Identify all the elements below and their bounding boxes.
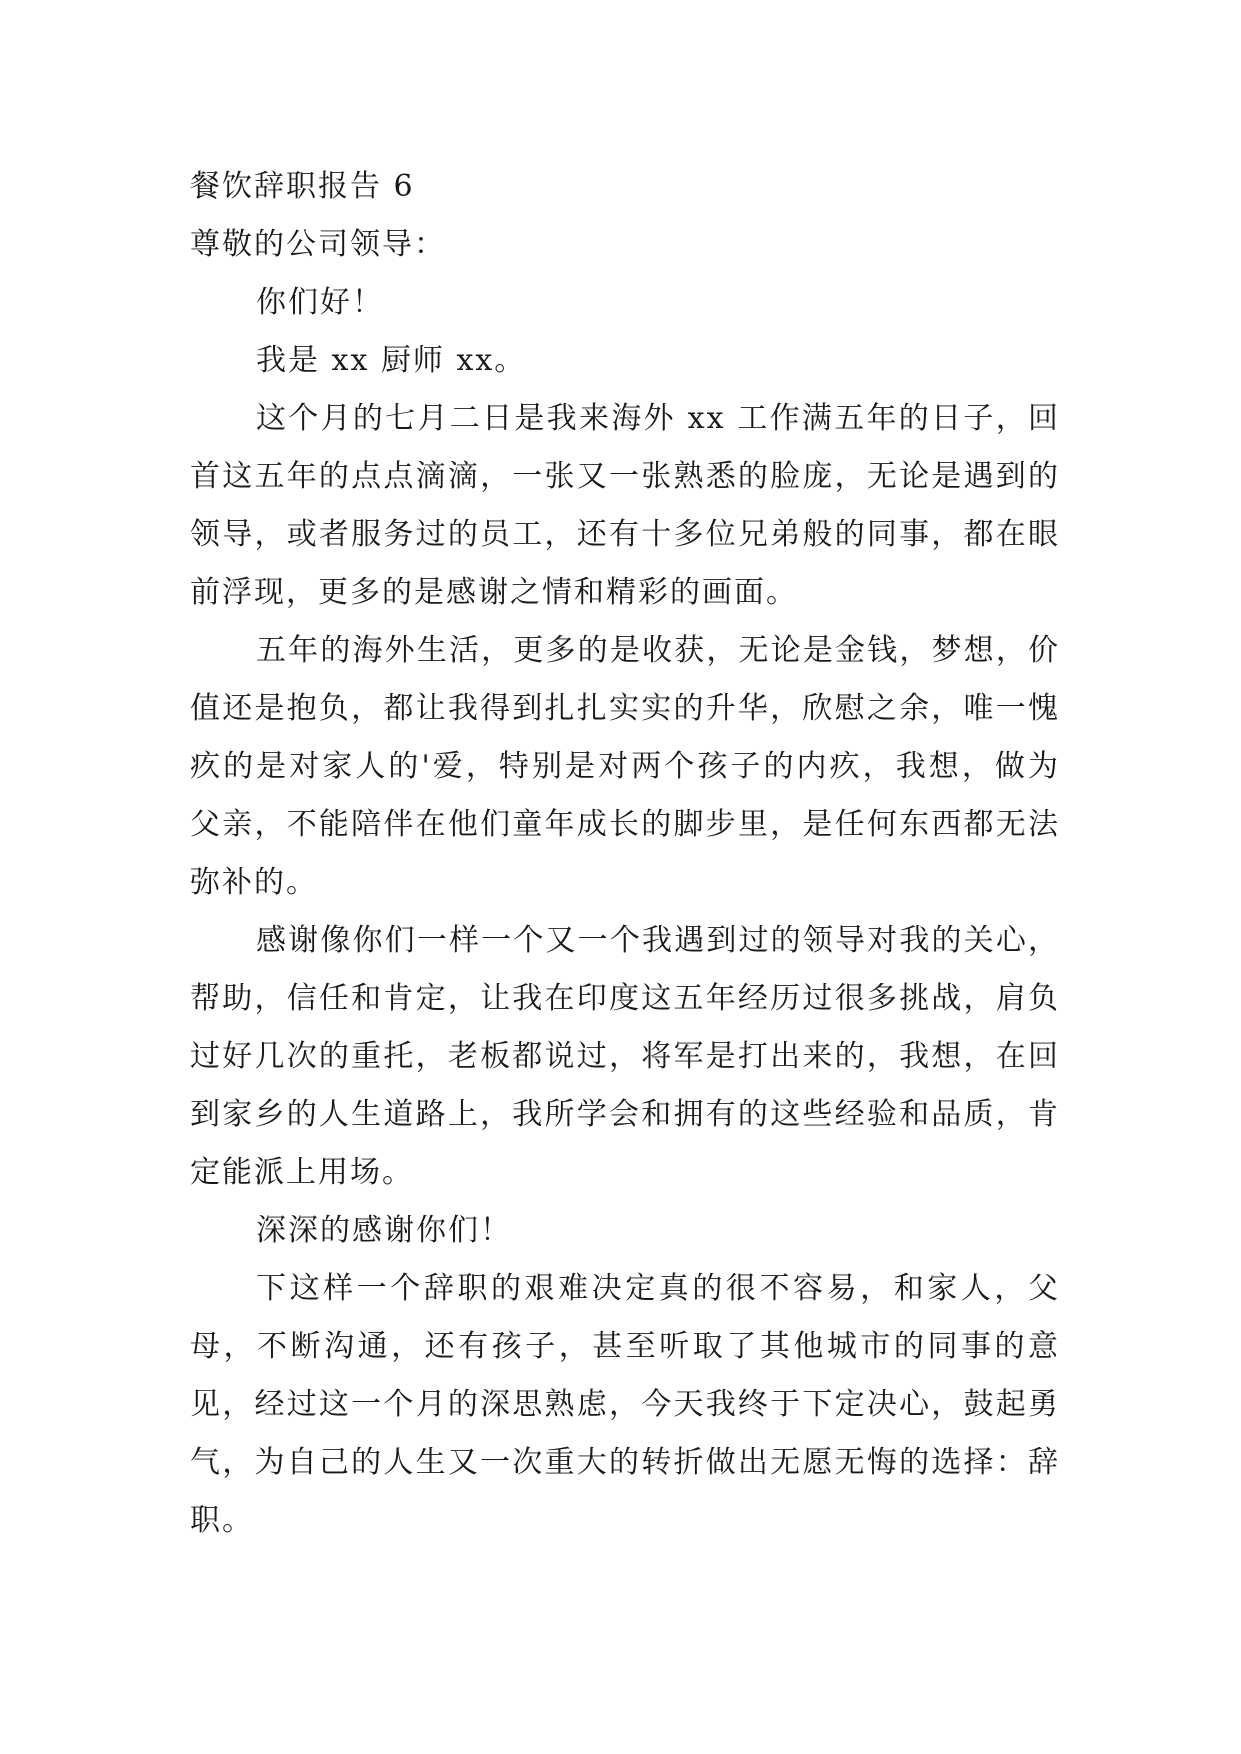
body-paragraph: 五年的海外生活，更多的是收获，无论是金钱，梦想，价值还是抱负，都让我得到扎扎实实的升华，欣慰之余，唯一愧疚的是对家人的'爱，特别是对两个孩子的内疚，我想，做为父亲，不能陪伴在他们童年成长的脚步里，是任何东西都无法弥补的。 bbox=[190, 633, 1060, 900]
body-paragraph: 这个月的七月二日是我来海外 xx 工作满五年的日子，回首这五年的点点滴滴，一张又一张熟悉的脸庞，无论是遇到的领导，或者服务过的员工，还有十多位兄弟般的同事，都在眼前浮现，更多的是感谢之情和精彩的画面。 bbox=[190, 401, 1060, 610]
self-introduction: 我是 xx 厨师 xx。 bbox=[256, 343, 527, 378]
salutation: 尊敬的公司领导： bbox=[190, 227, 446, 262]
body-paragraph: 感谢像你们一样一个又一个我遇到过的领导对我的关心，帮助，信任和肯定，让我在印度这五年经历过很多挑战，肩负过好几次的重托，老板都说过，将军是打出来的，我想，在回到家乡的人生道路上，我所学会和拥有的这些经验和品质，肯定能派上用场。 bbox=[190, 923, 1060, 1190]
thanks-line: 深深的感谢你们！ bbox=[256, 1213, 512, 1248]
closing-paragraph: 下这样一个辞职的艰难决定真的很不容易，和家人，父母，不断沟通，还有孩子，甚至听取了其他城市的同事的意见，经过这一个月的深思熟虑，今天我终于下定决心，鼓起勇气，为自己的人生又一次重大的转折做出无愿无悔的选择：辞职。 bbox=[190, 1271, 1060, 1538]
greeting: 你们好！ bbox=[256, 285, 384, 320]
document-title: 餐饮辞职报告 6 bbox=[190, 169, 415, 204]
document-body bbox=[190, 158, 1060, 1550]
